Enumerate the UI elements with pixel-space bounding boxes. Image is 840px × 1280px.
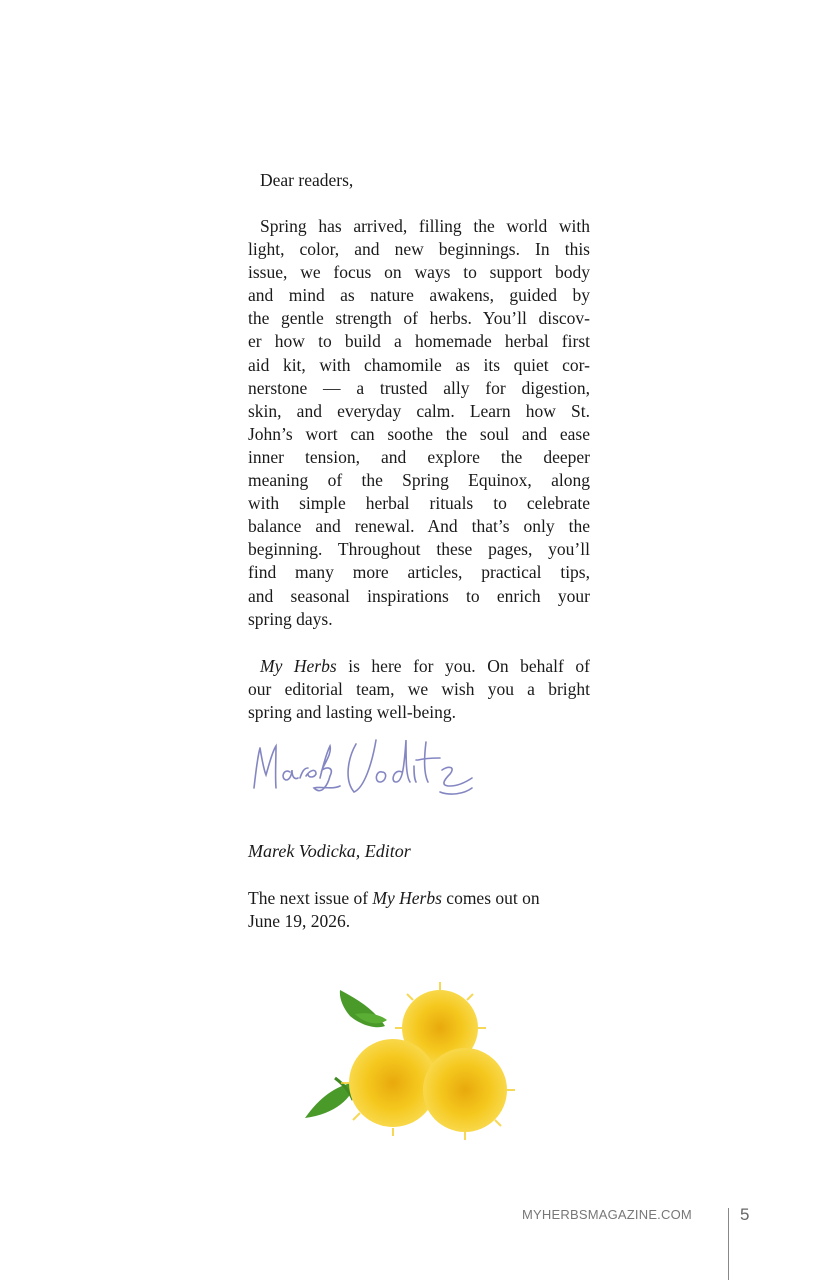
- next-issue-line: [248, 887, 590, 910]
- dandelion-illustration: [295, 978, 530, 1153]
- paragraph-line: er how to build a homemade herbal first: [248, 331, 590, 352]
- magazine-name: My Herbs: [372, 888, 442, 908]
- line-text: comes out on: [441, 888, 540, 908]
- paragraph-line: [248, 655, 590, 678]
- footer-divider: [728, 1208, 729, 1280]
- paragraph-line: nerstone — a trusted ally for digestion,: [248, 377, 590, 398]
- letter-paragraph-2: [248, 655, 590, 724]
- page-number: 5: [740, 1205, 750, 1224]
- paragraph-line: spring days.: [248, 608, 333, 629]
- paragraph-line: inner tension, and explore the deeper: [248, 446, 590, 467]
- editor-credit: Marek Vodicka, Editor: [248, 841, 411, 861]
- paragraph-line: issue, we focus on ways to support body: [248, 262, 590, 283]
- paragraph-line: and seasonal inspirations to enrich your: [248, 585, 590, 606]
- paragraph-line: our editorial team, we wish you a bright: [248, 679, 590, 700]
- editor-signature: [244, 730, 484, 805]
- greeting: [248, 169, 590, 192]
- paragraph-line: the gentle strength of herbs. You’ll discov-: [248, 308, 590, 329]
- paragraph-line: skin, and everyday calm. Learn how St.: [248, 400, 590, 421]
- line-text: is here for you. On behalf of: [336, 656, 590, 676]
- paragraph-line: balance and renewal. And that’s only the: [248, 516, 590, 537]
- paragraph-line: find many more articles, practical tips,: [248, 562, 590, 583]
- paragraph-line: and mind as nature awakens, guided by: [248, 285, 590, 306]
- paragraph-line: with simple herbal rituals to celebrate: [248, 493, 590, 514]
- paragraph-line: meaning of the Spring Equinox, along: [248, 470, 590, 491]
- paragraph-line: beginning. Throughout these pages, you’ll: [248, 539, 590, 560]
- magazine-name: My Herbs: [260, 656, 337, 676]
- line-text: The next issue of: [248, 888, 373, 908]
- next-issue-date: June 19, 2026.: [248, 911, 351, 932]
- paragraph-line: Spring has arrived, filling the world with: [260, 216, 590, 236]
- paragraph-line: light, color, and new beginnings. In this: [248, 239, 590, 260]
- next-issue-note: [248, 887, 590, 933]
- letter-paragraph-1: [248, 215, 590, 631]
- paragraph-line: John’s wort can soothe the soul and ease: [248, 423, 590, 444]
- paragraph-line: aid kit, with chamomile as its quiet cor-: [248, 354, 590, 375]
- footer-website: MYHERBSMAGAZINE.COM: [522, 1207, 692, 1222]
- greeting-text: Dear readers,: [260, 170, 354, 190]
- paragraph-line: spring and lasting well-being.: [248, 702, 457, 723]
